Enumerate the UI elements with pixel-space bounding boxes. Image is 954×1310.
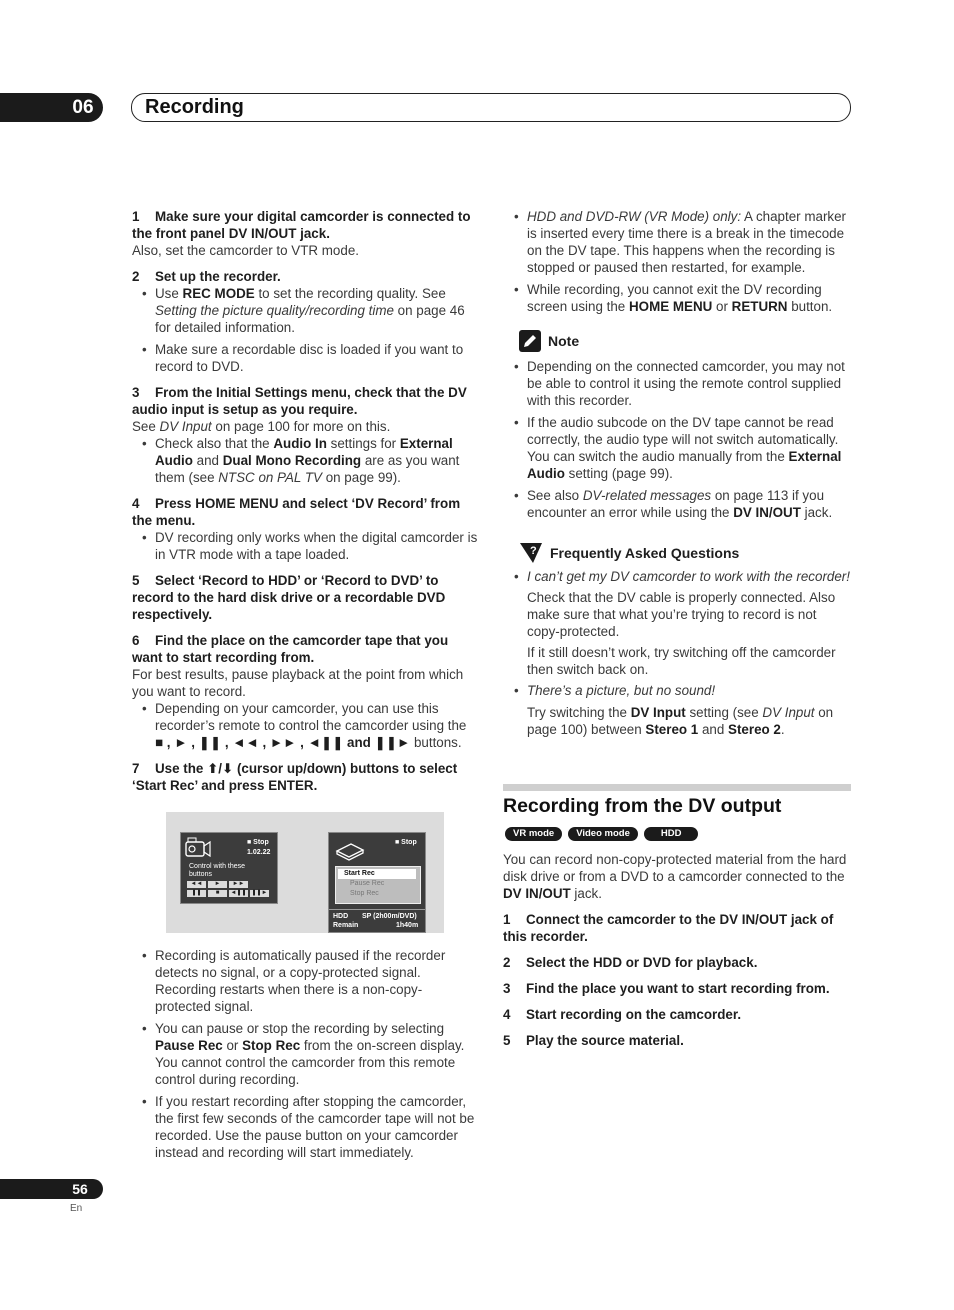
badge-vr-mode: VR mode <box>505 827 562 841</box>
hdd-label: HDD <box>333 913 349 920</box>
remain-value: 1h40m <box>396 922 419 929</box>
list-item: • You can pause or stop the recording by selecting Pause Rec or Stop Rec from the on-screen display. You cannot control the camcorder from this remote control during recording. <box>155 1020 478 1088</box>
pause-button: ❚❚ <box>187 890 206 897</box>
camcorder-icon <box>185 837 211 859</box>
dv-out-step-4: 4 Start recording on the camcorder. <box>503 1007 742 1022</box>
faq-answer: Try switching the DV Input setting (see DV Input on page 100) between Stereo 1 and Stereo 2. <box>527 705 834 737</box>
list-item: • Check also that the Audio In settings for External Audio and Dual Mono Recording are as you want them (see NTSC on PAL TV on page 99). <box>155 435 478 486</box>
svg-text:?: ? <box>530 545 537 557</box>
list-item: • Make sure a recordable disc is loaded if you want to record to DVD. <box>155 341 478 375</box>
section-body <box>503 851 851 1049</box>
start-rec-item: Start Rec <box>338 869 416 879</box>
faq-list <box>503 568 851 585</box>
blank-button <box>250 881 269 888</box>
left-column <box>132 208 478 794</box>
stop-rec-item: Stop Rec <box>350 890 379 897</box>
recorder-icon <box>335 841 365 861</box>
step-4: 4 Press HOME MENU and select ‘DV Record’ from the menu. <box>132 496 461 528</box>
badge-hdd: HDD <box>644 827 699 841</box>
screen1-status: ■ Stop <box>247 839 269 846</box>
record-mode-label: SP (2h00m/DVD) <box>362 913 417 920</box>
camcorder-control-screen <box>180 832 278 904</box>
step-1: 1 Make sure your digital camcorder is connected to the front panel DV IN/OUT jack. <box>132 209 471 241</box>
step-2-bullets <box>132 285 478 375</box>
dv-record-screen <box>328 832 426 933</box>
list-item: • See also DV-related messages on page 113 if you encounter an error while using the DV IN/OUT jack. <box>527 487 851 521</box>
top-bullets <box>503 208 851 315</box>
list-item: • HDD and DVD-RW (VR Mode) only: A chapter marker is inserted every time there is a break in the timecode on the DV tape. This happens when the recording is stopped or paused then restarted, for example. <box>527 208 851 276</box>
list-item: • Depending on the connected camcorder, you may not be able to control it using the remote control supplied with this recorder. <box>527 358 851 409</box>
fast-forward-button: ►► <box>229 881 248 888</box>
camcorder-button-grid <box>187 881 271 897</box>
left-column-after <box>132 947 478 1166</box>
list-item: • If you restart recording after stopping the camcorder, the first few seconds of the camcorder tape will not be recorded. Use the pause button on your camcorder instead and recording will start immediately. <box>155 1093 478 1161</box>
list-item: • Depending on your camcorder, you can use this recorder’s remote to control the camcorder using the ■ , ► , ❚❚ , ◄◄ , ►► , ◄❚❚ and ❚❚► buttons. <box>155 700 478 751</box>
list-item: • Use REC MODE to set the recording quality. See Setting the picture quality/recording time on page 46 for detailed information. <box>155 285 478 336</box>
list-item: • If the audio subcode on the DV tape cannot be read correctly, the audio type will not switch automatically. You can switch the audio manually from the External Audio setting (page 99). <box>527 414 851 482</box>
record-menu <box>335 866 421 904</box>
rewind-button: ◄◄ <box>187 881 206 888</box>
recording-notes-bullets <box>132 947 478 1161</box>
pencil-icon <box>519 330 541 352</box>
dv-out-step-1: 1 Connect the camcorder to the DV IN/OUT jack of this recorder. <box>503 912 834 944</box>
list-item: • While recording, you cannot exit the DV recording screen using the HOME MENU or RETURN button. <box>527 281 851 315</box>
faq-icon <box>519 541 543 565</box>
screen1-caption: Control with these buttons <box>189 863 246 878</box>
dv-out-step-3: 3 Find the place you want to start recording from. <box>503 981 830 996</box>
section-title: Recording from the DV output <box>503 795 782 817</box>
play-button: ► <box>208 881 227 888</box>
step-3: 3 From the Initial Settings menu, check that the DV audio input is setup as you require. <box>132 385 467 417</box>
dv-out-step-2: 2 Select the HDD or DVD for playback. <box>503 955 758 970</box>
faq-question: • There’s a picture, but no sound! <box>527 682 851 699</box>
step-6-body: For best results, pause playback at the point from which you want to record. <box>132 667 464 699</box>
screen1-time: 1.02.22 <box>247 849 271 856</box>
divider <box>329 909 425 910</box>
step-1-body: Also, set the camcorder to VTR mode. <box>132 243 359 258</box>
faq-answer: Check that the DV cable is properly connected. Also make sure that what you’re trying to record is not copy-protected. <box>527 590 836 639</box>
step-4-bullets <box>132 529 478 563</box>
remain-label: Remain <box>333 922 359 929</box>
step-3-body: See DV Input on page 100 for more on this. <box>132 419 391 434</box>
step-2: 2 Set up the recorder. <box>132 269 281 284</box>
step-6: 6 Find the place on the camcorder tape that you want to start recording from. <box>132 633 449 665</box>
faq-answer: If it still doesn’t work, try switching off the camcorder then switch back on. <box>527 645 836 677</box>
dv-out-step-5: 5 Play the source material. <box>503 1033 684 1048</box>
section-bar <box>503 784 851 791</box>
screen2-status: ■ Stop <box>395 839 417 846</box>
step-forward-button: ❚❚► <box>251 890 268 896</box>
step-5: 5 Select ‘Record to HDD’ or ‘Record to DVD’ to record to the hard disk drive or a recordable DVD respectively. <box>132 573 446 622</box>
list-item: • DV recording only works when the digital camcorder is in VTR mode with a tape loaded. <box>155 529 478 563</box>
page-number: 56 <box>72 1181 88 1197</box>
note-bullets <box>503 358 851 521</box>
faq-question: • I can’t get my DV camcorder to work with the recorder! <box>527 568 851 585</box>
mode-badges <box>505 827 698 841</box>
step-7: 7 Use the ⬆/⬇ (cursor up/down) buttons to select ‘Start Rec’ and press ENTER. <box>132 761 458 793</box>
faq-heading: ? Frequently Asked Questions <box>519 540 851 566</box>
step-back-button: ◄❚❚ <box>230 890 247 896</box>
chapter-title: Recording <box>145 96 244 118</box>
faq-list <box>503 682 851 699</box>
list-item: • Recording is automatically paused if the recorder detects no signal, or a copy-protected signal. Recording restarts when there is a non-copy-protected signal. <box>155 947 478 1015</box>
step-6-bullets <box>132 700 478 751</box>
chapter-number: 06 <box>72 97 94 118</box>
page-language: En <box>70 1203 83 1214</box>
note-heading: Note <box>519 328 851 354</box>
stop-button: ■ <box>208 890 227 897</box>
pause-rec-item: Pause Rec <box>350 880 385 887</box>
right-column <box>503 208 851 738</box>
step-3-bullets <box>132 435 478 486</box>
section-intro: You can record non-copy-protected material from the hard disk drive or from a DVD to a camcorder connected to the DV IN/OUT jack. <box>503 852 847 901</box>
badge-video-mode: Video mode <box>568 827 638 841</box>
